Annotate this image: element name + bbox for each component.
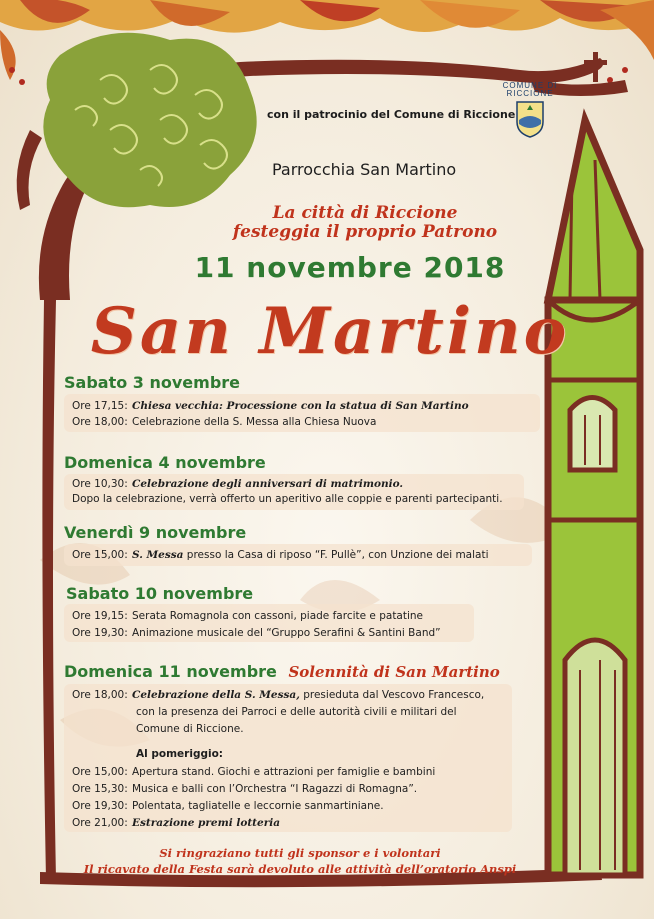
row-highlight: Celebrazione della S. Messa, [132, 689, 300, 701]
comune-logo [500, 82, 560, 138]
program-row [72, 547, 489, 563]
row-time: Ore 15,30: [72, 783, 128, 795]
row-text: Animazione musicale del “Gruppo Serafini & Santini Band” [132, 627, 441, 639]
coat-of-arms-icon [515, 100, 545, 138]
tagline-line-1: La città di Riccione [272, 203, 458, 223]
tagline-line-2: festeggia il proprio Patrono [232, 222, 498, 242]
program-row [72, 414, 376, 430]
program-row [72, 608, 423, 624]
day-heading-4: Sabato 10 novembre [66, 584, 254, 603]
solemnity-label: Solennità di San Martino [288, 663, 500, 681]
program-row [72, 815, 280, 831]
row-text: presso la Casa di riposo “F. Pullè”, con Unzione dei malati [186, 549, 489, 561]
day-label: Domenica 11 novembre [64, 662, 277, 681]
footer-thanks: Si ringraziano tutti gli sponsor e i volontari [159, 846, 441, 860]
comune-logo-line2: RICCIONE [506, 89, 554, 98]
day-heading-1: Sabato 3 novembre [64, 373, 241, 392]
program-row [72, 398, 469, 414]
program-row [72, 798, 384, 814]
row-time: Ore 17,15: [72, 400, 128, 412]
row-continuation: con la presenza dei Parroci e delle autorità civili e militari del [136, 706, 457, 718]
program-row [72, 764, 435, 780]
row-text: Polentata, tagliatelle e leccornie sanmartiniane. [132, 800, 384, 812]
day-heading-3: Venerdì 9 novembre [64, 523, 247, 542]
row-time: Ore 19,30: [72, 800, 128, 812]
program-row [72, 476, 403, 492]
row-highlight: Celebrazione degli anniversari di matrimonio. [132, 478, 404, 490]
main-title: San Martino [90, 294, 570, 369]
row-text: Serata Romagnola con cassoni, piade farcite e patatine [132, 610, 424, 622]
day-heading-2: Domenica 4 novembre [64, 453, 266, 472]
comune-logo-line1: COMUNE DI [502, 81, 558, 90]
row-time: Ore 18,00: [72, 689, 128, 701]
program-row [72, 687, 484, 703]
row-time: Ore 15,00: [72, 766, 128, 778]
row-time: Ore 19,30: [72, 627, 128, 639]
day-heading-5 [64, 662, 500, 681]
row-text: Apertura stand. Giochi e attrazioni per famiglie e bambini [132, 766, 436, 778]
event-date: 11 novembre 2018 [194, 251, 506, 284]
parish-name: Parrocchia San Martino [272, 160, 457, 179]
program-row [72, 781, 417, 797]
patronage-text: con il patrocinio del Comune di Riccione [267, 108, 516, 121]
row-time: Ore 19,15: [72, 610, 128, 622]
row-time: Ore 15,00: [72, 549, 128, 561]
row-continuation: Dopo la celebrazione, verrà offerto un aperitivo alle coppie e parenti partecipanti. [72, 493, 503, 505]
row-text: Celebrazione della S. Messa alla Chiesa Nuova [132, 416, 377, 428]
row-time: Ore 10,30: [72, 478, 128, 490]
row-highlight: Chiesa vecchia: Processione con la statua di San Martino [132, 400, 469, 412]
program-row [72, 625, 441, 641]
row-continuation: Comune di Riccione. [136, 723, 244, 735]
bell-tower [548, 52, 640, 875]
footer-proceeds: Il ricavato della Festa sarà devoluto alle attività dell’oratorio Anspi [83, 862, 517, 876]
row-text: presieduta dal Vescovo Francesco, [303, 689, 485, 701]
afternoon-label: Al pomeriggio: [136, 748, 223, 760]
row-highlight: Estrazione premi lotteria [132, 817, 281, 829]
row-time: Ore 21,00: [72, 817, 128, 829]
frame-left [42, 300, 56, 880]
tree-foliage [43, 33, 256, 207]
row-time: Ore 18,00: [72, 416, 128, 428]
row-highlight: S. Messa [132, 549, 184, 561]
row-text: Musica e balli con l’Orchestra “I Ragazzi di Romagna”. [132, 783, 418, 795]
